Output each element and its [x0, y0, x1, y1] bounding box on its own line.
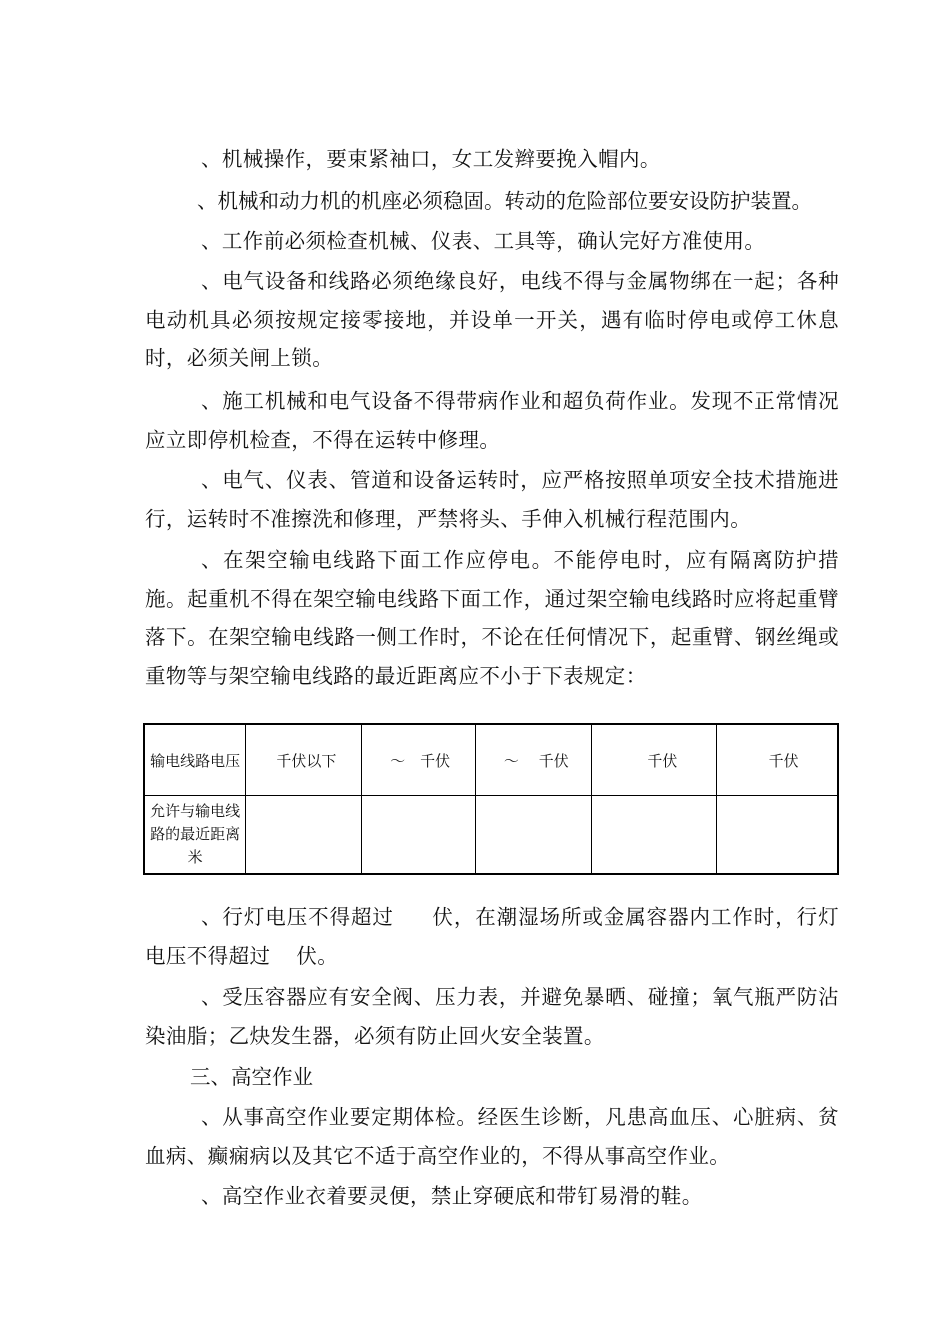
paragraph-medical-checkup: 、从事高空作业要定期体检。经医生诊断，凡患高血压、心脏病、贫血病、癫痫病以及其它不适于高空作业的，不得从事高空作业。 [145, 1105, 839, 1168]
lamp-voltage-text-b: 伏，在潮湿场所或金属容器内工作时，行灯电压不得超过 [145, 905, 839, 968]
paragraph-equipment-running: 、电气、仪表、管道和设备运转时，应严格按照单项安全技术措施进行，运转时不准擦洗和修理，严禁将头、手伸入机械行程范围内。 [145, 468, 839, 531]
section-heading-high-altitude: 三、高空作业 [190, 1065, 313, 1089]
table-cell-distance-4 [592, 796, 716, 875]
paragraph-electrical-insulation: 、电气设备和线路必须绝缘良好，电线不得与金属物绑在一起；各种电动机具必须按规定接零接地，并设单一开关，遇有临时停电或停工休息时，必须关闸上锁。 [145, 269, 839, 370]
table-cell-voltage-4: 千伏 [592, 724, 716, 796]
paragraph-pressure-vessels: 、受压容器应有安全阀、压力表，并避免暴晒、碰撞；氧气瓶严防沾染油脂；乙炔发生器，必须有防止回火安全装置。 [145, 985, 839, 1048]
table-cell-voltage-2: ～ 千伏 [362, 724, 476, 796]
paragraph-overhead-lines: 、在架空输电线路下面工作应停电。不能停电时，应有隔离防护措施。起重机不得在架空输电线路下面工作，通过架空输电线路时应将起重臂落下。在架空输电线路一侧工作时，不论在任何情况下，起重臂、钢丝绳或重物等与架空输电线路的最近距离应不小于下表规定： [145, 548, 839, 688]
table-header-voltage: 输电线路电压 [144, 724, 246, 796]
table-cell-distance-2 [362, 796, 476, 875]
distance-table [143, 723, 839, 875]
paragraph-clothing: 、高空作业衣着要灵便，禁止穿硬底和带钉易滑的鞋。 [201, 1184, 703, 1208]
table-header-distance: 允许与输电线路的最近距离米 [144, 796, 246, 875]
table-cell-voltage-5: 千伏 [716, 724, 838, 796]
table-cell-distance-3 [475, 796, 591, 875]
table-row-voltage [144, 724, 838, 796]
table-row-distance [144, 796, 838, 875]
paragraph-pre-work-check: 、工作前必须检查机械、仪表、工具等，确认完好方准使用。 [201, 229, 766, 253]
paragraph-machine-base: 、机械和动力机的机座必须稳固。转动的危险部位要安设防护装置。 [197, 189, 812, 213]
paragraph-machine-operation: 、机械操作，要束紧袖口，女工发辫要挽入帽内。 [201, 147, 661, 171]
table-cell-distance-1 [246, 796, 362, 875]
table-cell-voltage-1: 千伏以下 [246, 724, 362, 796]
paragraph-no-sick-operation: 、施工机械和电气设备不得带病作业和超负荷作业。发现不正常情况应立即停机检查，不得在运转中修理。 [145, 389, 839, 452]
lamp-voltage-text-a: 、行灯电压不得超过 [201, 905, 394, 929]
lamp-voltage-text-c: 伏。 [296, 943, 339, 968]
table-cell-voltage-3: ～ 千伏 [475, 724, 591, 796]
paragraph-lamp-voltage [145, 898, 839, 975]
table-cell-distance-5 [716, 796, 838, 875]
